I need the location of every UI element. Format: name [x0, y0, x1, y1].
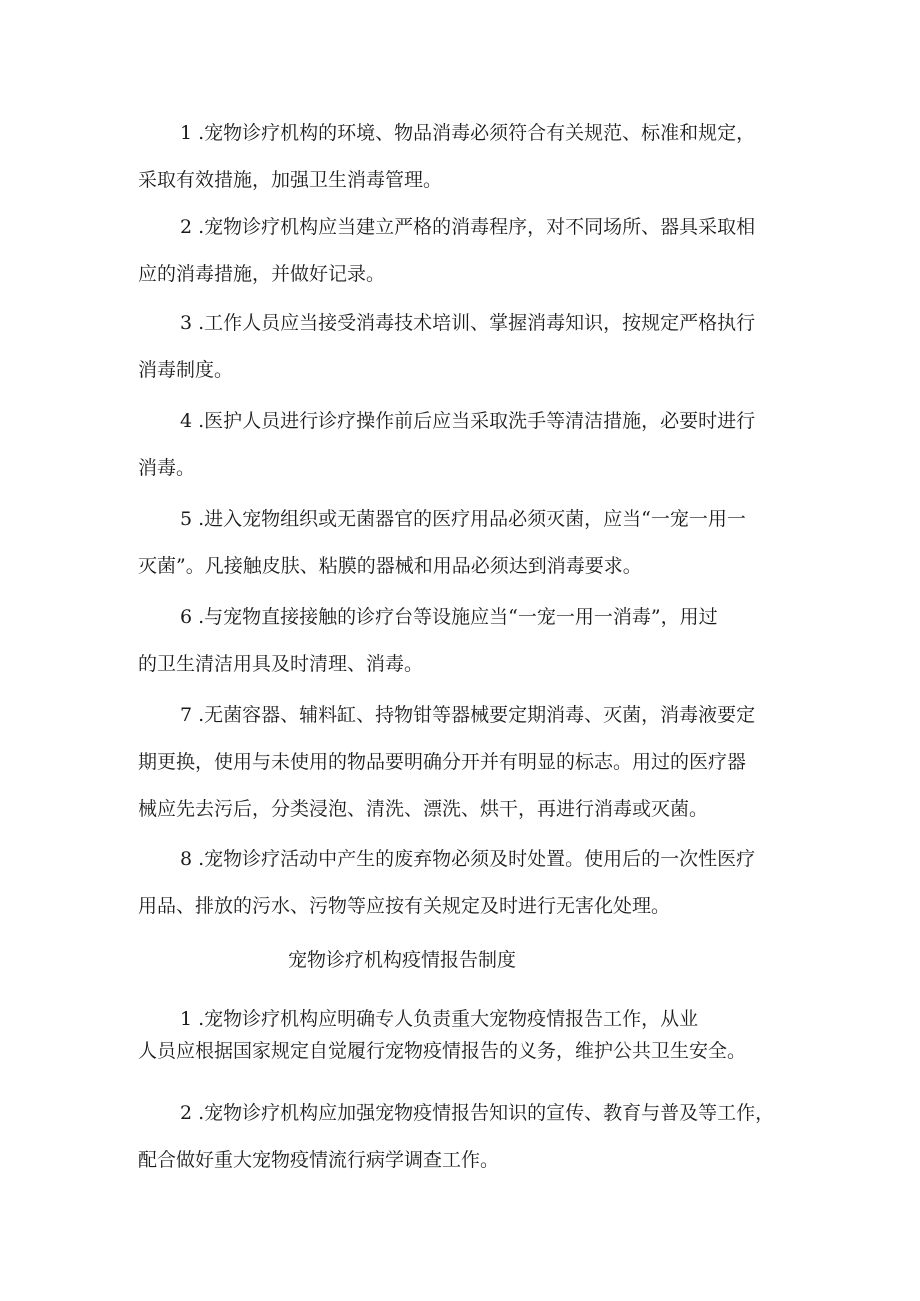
report-paragraph-1 [138, 1003, 788, 1067]
paragraph-line: 人员应根据国家规定自觉履行宠物疫情报告的义务，维护公共卫生安全。 [138, 1040, 747, 1062]
paragraph-line: 2 .宠物诊疗机构应当建立严格的消毒程序，对不同场所、器具采取相 [180, 216, 756, 238]
paragraph-line: 5 .进入宠物组织或无菌器官的医疗用品必须灭菌，应当“一宠一用一 [180, 508, 746, 530]
rule-paragraph-5 [138, 496, 788, 590]
paragraph-line: 的卫生清洁用具及时清理、消毒。 [138, 653, 424, 675]
paragraph-line: 灭菌”。凡接触皮肤、粘膜的器械和用品必须达到消毒要求。 [138, 555, 642, 577]
paragraph-line: 2 .宠物诊疗机构应加强宠物疫情报告知识的宣传、教育与普及等工作， [180, 1102, 775, 1124]
paragraph-line: 6 .与宠物直接接触的诊疗台等设施应当“一宠一用一消毒”，用过 [180, 606, 718, 628]
rule-paragraph-7 [138, 692, 788, 833]
rule-paragraph-3 [138, 300, 788, 394]
section-title: 宠物诊疗机构疫情报告制度 [288, 949, 517, 971]
paragraph-line: 1 .宠物诊疗机构的环境、物品消毒必须符合有关规范、标准和规定， [180, 122, 756, 144]
paragraph-line: 8 .宠物诊疗活动中产生的废弃物必须及时处置。使用后的一次性医疗 [180, 848, 756, 870]
rule-paragraph-2 [138, 204, 788, 298]
paragraph-line: 用品、排放的污水、污物等应按有关规定及时进行无害化处理。 [138, 895, 671, 917]
paragraph-line: 4 .医护人员进行诊疗操作前后应当采取洗手等清洁措施，必要时进行 [180, 410, 756, 432]
paragraph-line: 7 .无菌容器、辅料缸、持物钳等器械要定期消毒、灭菌，消毒液要定 [180, 704, 756, 726]
rule-paragraph-6 [138, 594, 788, 688]
paragraph-line: 应的消毒措施，并做好记录。 [138, 263, 386, 285]
rule-paragraph-1 [138, 110, 788, 204]
rule-paragraph-8 [138, 836, 788, 930]
rule-paragraph-4 [138, 398, 788, 492]
paragraph-line: 械应先去污后，分类浸泡、清洗、漂洗、烘干，再进行消毒或灭菌。 [138, 798, 709, 820]
paragraph-line: 消毒制度。 [138, 359, 234, 381]
paragraph-line: 1 .宠物诊疗机构应明确专人负责重大宠物疫情报告工作，从业 [180, 1008, 699, 1030]
paragraph-line: 配合做好重大宠物疫情流行病学调查工作。 [138, 1149, 500, 1171]
paragraph-line: 期更换，使用与未使用的物品要明确分开并有明显的标志。用过的医疗器 [138, 751, 747, 773]
report-paragraph-2 [138, 1090, 788, 1184]
paragraph-line: 消毒。 [138, 457, 196, 479]
paragraph-line: 采取有效措施，加强卫生消毒管理。 [138, 169, 443, 191]
paragraph-line: 3 .工作人员应当接受消毒技术培训、掌握消毒知识，按规定严格执行 [180, 312, 756, 334]
